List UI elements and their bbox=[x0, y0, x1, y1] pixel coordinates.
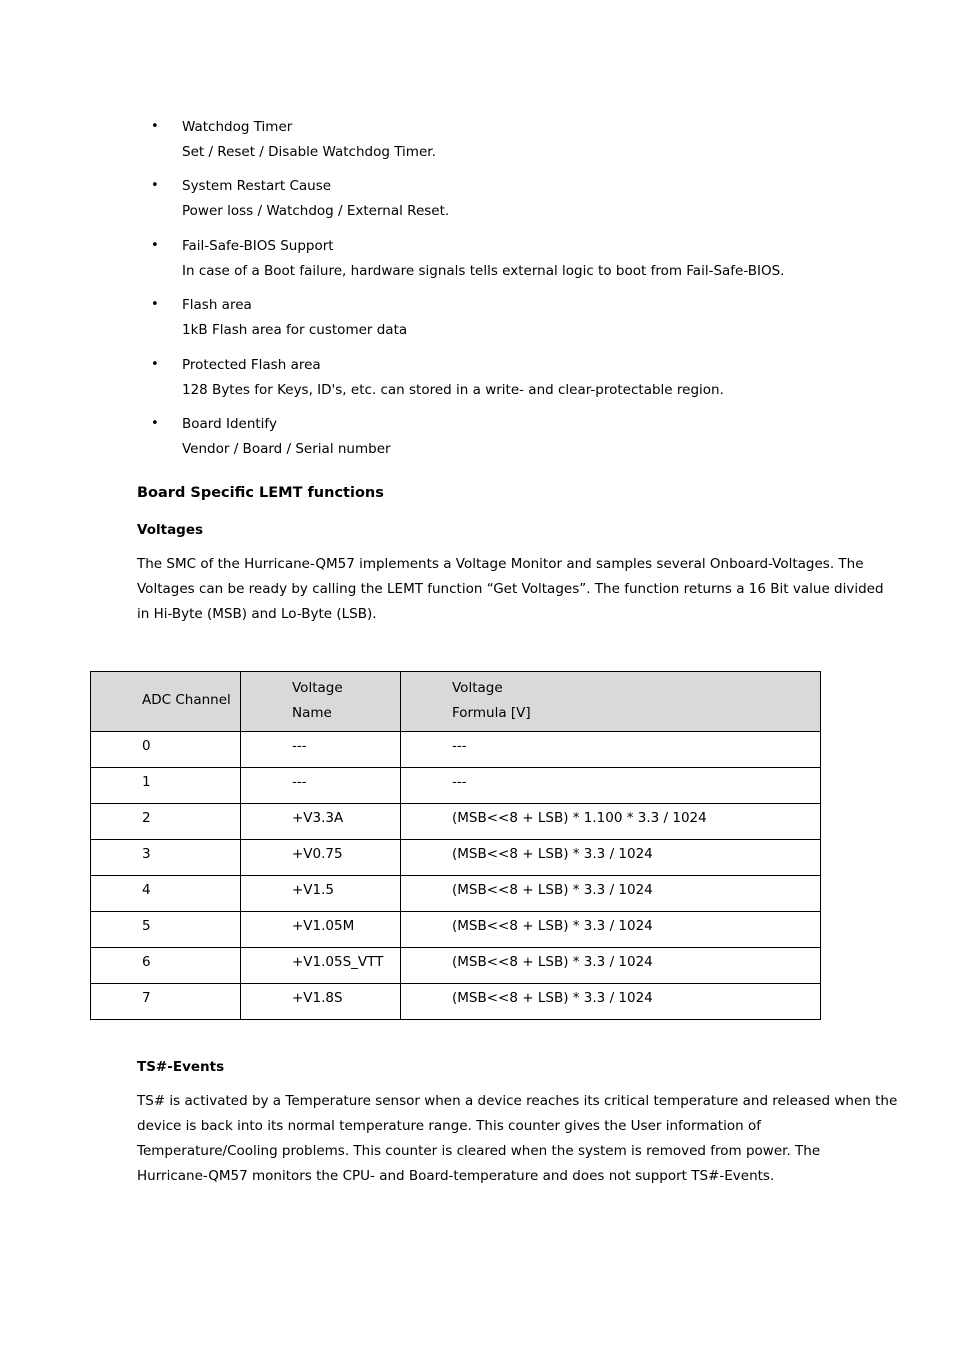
header-cell-formula bbox=[401, 672, 821, 732]
table-row bbox=[91, 732, 821, 768]
paragraph-line: device is back into its normal temperature range. This counter gives the User information of bbox=[137, 1118, 761, 1134]
paragraph-line: Hurricane-QM57 monitors the CPU- and Board-temperature and does not support TS#-Events. bbox=[137, 1168, 775, 1184]
channel-cell: 5 bbox=[142, 918, 151, 934]
table-row bbox=[91, 912, 821, 948]
table-row bbox=[91, 876, 821, 912]
feature-title: Board Identify bbox=[182, 415, 277, 432]
feature-description: Vendor / Board / Serial number bbox=[182, 440, 391, 457]
voltage-name-cell: +V1.05M bbox=[292, 918, 355, 934]
voltage-table bbox=[90, 671, 821, 1020]
bullet-icon: • bbox=[151, 178, 159, 194]
channel-cell: 0 bbox=[142, 738, 151, 754]
formula-cell: --- bbox=[452, 738, 467, 754]
feature-description: 1kB Flash area for customer data bbox=[182, 322, 408, 339]
list-item bbox=[0, 294, 954, 353]
voltage-name-cell: +V1.5 bbox=[292, 882, 335, 898]
list-item bbox=[0, 354, 954, 413]
ts-events-heading: TS#-Events bbox=[137, 1059, 225, 1075]
header-name-line2: Name bbox=[292, 705, 332, 721]
bullet-icon: • bbox=[151, 237, 159, 253]
feature-title: Protected Flash area bbox=[182, 356, 321, 373]
voltage-name-cell: +V0.75 bbox=[292, 846, 343, 862]
bullet-icon: • bbox=[151, 415, 159, 431]
paragraph-line: Temperature/Cooling problems. This counter is cleared when the system is removed from power. The bbox=[137, 1143, 821, 1159]
header-formula-line2: Formula [V] bbox=[452, 705, 531, 721]
voltage-name-cell: +V1.8S bbox=[292, 990, 343, 1006]
header-cell-name bbox=[241, 672, 401, 732]
formula-cell: (MSB<<8 + LSB) * 3.3 / 1024 bbox=[452, 918, 653, 934]
paragraph-line: Voltages can be ready by calling the LEMT function “Get Voltages”. The function returns a 16 Bit value divided bbox=[137, 581, 884, 597]
table-row bbox=[91, 948, 821, 984]
header-cell-adc bbox=[91, 672, 241, 732]
header-name-line1: Voltage bbox=[292, 680, 343, 696]
feature-title: Flash area bbox=[182, 297, 252, 314]
ts-events-paragraph bbox=[137, 1089, 898, 1189]
feature-description: In case of a Boot failure, hardware signals tells external logic to boot from Fail-Safe-BIOS. bbox=[182, 262, 785, 279]
feature-title: System Restart Cause bbox=[182, 178, 332, 195]
channel-cell: 7 bbox=[142, 990, 151, 1006]
header-adc-label: ADC Channel bbox=[142, 692, 231, 708]
channel-cell: 4 bbox=[142, 882, 151, 898]
channel-cell: 1 bbox=[142, 774, 151, 790]
channel-cell: 2 bbox=[142, 810, 151, 826]
formula-cell: (MSB<<8 + LSB) * 3.3 / 1024 bbox=[452, 846, 653, 862]
voltage-name-cell: --- bbox=[292, 738, 307, 754]
bullet-icon: • bbox=[151, 297, 159, 313]
feature-description: Set / Reset / Disable Watchdog Timer. bbox=[182, 144, 436, 160]
formula-cell: (MSB<<8 + LSB) * 1.100 * 3.3 / 1024 bbox=[452, 810, 707, 826]
table-row bbox=[91, 840, 821, 876]
table-row bbox=[91, 768, 821, 804]
feature-description: Power loss / Watchdog / External Reset. bbox=[182, 203, 450, 220]
list-item bbox=[0, 175, 954, 234]
list-item bbox=[0, 235, 954, 294]
paragraph-line: in Hi-Byte (MSB) and Lo-Byte (LSB). bbox=[137, 606, 377, 622]
formula-cell: --- bbox=[452, 774, 467, 790]
feature-title: Fail-Safe-BIOS Support bbox=[182, 237, 334, 254]
channel-cell: 3 bbox=[142, 846, 151, 862]
voltages-paragraph bbox=[137, 552, 884, 627]
list-item bbox=[0, 116, 954, 175]
paragraph-line: The SMC of the Hurricane-QM57 implements a Voltage Monitor and samples several Onboard-Voltages. The bbox=[137, 556, 864, 572]
table-row bbox=[91, 804, 821, 840]
header-formula-line1: Voltage bbox=[452, 680, 503, 696]
voltage-name-cell: +V3.3A bbox=[292, 810, 344, 826]
feature-description: 128 Bytes for Keys, ID's, etc. can stored in a write- and clear-protectable region. bbox=[182, 381, 724, 398]
channel-cell: 6 bbox=[142, 954, 151, 970]
list-item bbox=[0, 413, 954, 472]
paragraph-line: TS# is activated by a Temperature sensor when a device reaches its critical temperature and released when the bbox=[137, 1093, 898, 1109]
table-row bbox=[91, 984, 821, 1020]
section-title: Board Specific LEMT functions bbox=[137, 485, 384, 501]
voltage-name-cell: --- bbox=[292, 774, 307, 790]
table-header-row bbox=[91, 672, 821, 732]
formula-cell: (MSB<<8 + LSB) * 3.3 / 1024 bbox=[452, 882, 653, 898]
voltages-heading: Voltages bbox=[137, 522, 204, 538]
formula-cell: (MSB<<8 + LSB) * 3.3 / 1024 bbox=[452, 954, 653, 970]
voltage-name-cell: +V1.05S_VTT bbox=[292, 954, 384, 970]
feature-list bbox=[0, 116, 954, 472]
bullet-icon: • bbox=[151, 356, 159, 372]
formula-cell: (MSB<<8 + LSB) * 3.3 / 1024 bbox=[452, 990, 653, 1006]
feature-title: Watchdog Timer bbox=[182, 119, 293, 135]
bullet-icon: • bbox=[151, 119, 159, 134]
